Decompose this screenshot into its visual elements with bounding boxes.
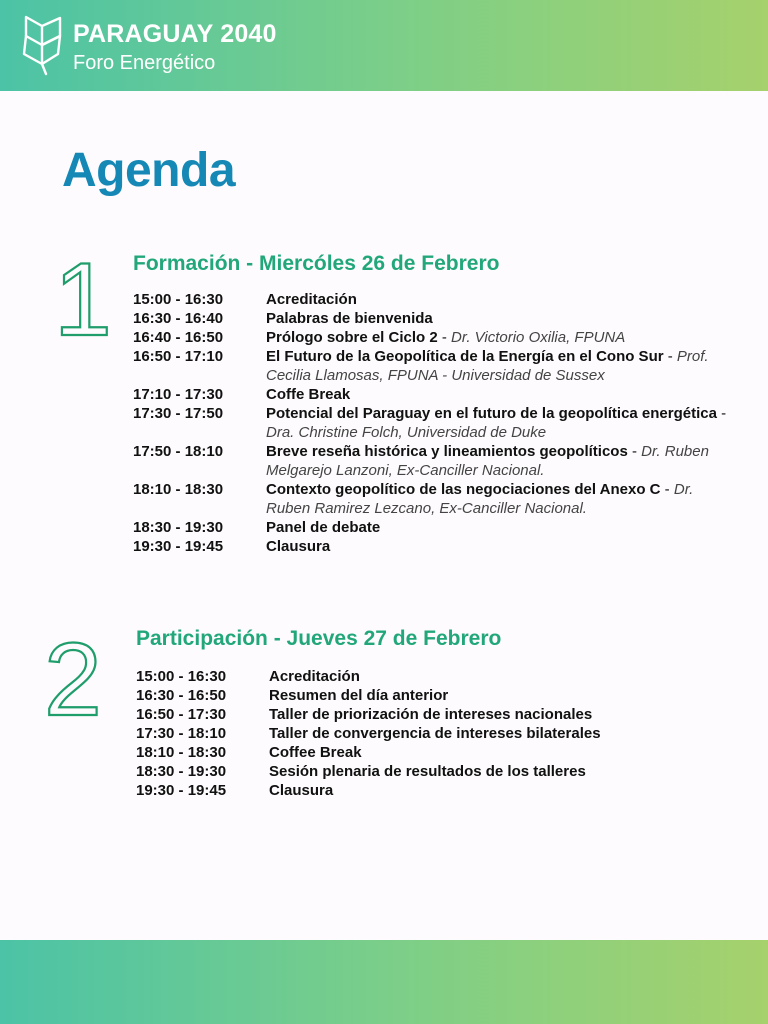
schedule-item-speaker: Dr. Ruben Melgarejo Lanzoni, Ex-Canciller Nacional. (266, 443, 709, 479)
schedule-row (136, 724, 739, 743)
section-1-number (54, 245, 134, 341)
schedule-item-speaker: Prof. Cecilia Llamosas, FPUNA - Universidad de Sussex (266, 348, 709, 384)
speaker-separator: - (716, 405, 727, 422)
schedule-time: 16:30 - 16:40 (133, 310, 224, 327)
schedule-item-title: Taller de convergencia de intereses bilaterales (269, 725, 601, 742)
schedule-row (133, 404, 736, 442)
schedule-row (136, 781, 739, 800)
schedule-item-title: Potencial del Paraguay en el futuro de la geopolítica energética (266, 405, 717, 422)
schedule-time: 18:30 - 19:30 (136, 763, 227, 780)
schedule-item-title: Coffee Break (269, 744, 362, 761)
speaker-separator: - (437, 329, 452, 346)
schedule-time: 15:00 - 16:30 (136, 668, 227, 685)
schedule-row (136, 667, 739, 686)
schedule-row (133, 385, 736, 404)
schedule-item (269, 743, 739, 762)
header-banner (0, 0, 768, 91)
schedule-row (133, 480, 736, 518)
schedule-item (269, 705, 739, 724)
svg-text:2: 2 (44, 625, 102, 721)
section-2-schedule (136, 667, 739, 800)
speaker-separator: - (663, 348, 677, 365)
schedule-time: 15:00 - 16:30 (133, 291, 224, 308)
schedule-time: 19:30 - 19:45 (133, 538, 224, 555)
schedule-item-title: El Futuro de la Geopolítica de la Energía en el Cono Sur (266, 348, 664, 365)
page-title: Agenda (62, 144, 236, 197)
schedule-item (266, 480, 736, 518)
brand-title: PARAGUAY 2040 (73, 20, 277, 48)
schedule-item (266, 537, 736, 556)
paraguay-2040-logo-icon (20, 14, 66, 76)
schedule-item-title: Panel de debate (266, 519, 381, 536)
schedule-item-title: Clausura (266, 538, 331, 555)
schedule-item (266, 442, 736, 480)
schedule-time: 18:30 - 19:30 (133, 519, 224, 536)
footer-banner (0, 940, 768, 1024)
schedule-row (136, 705, 739, 724)
section-1-heading: Formación - Miercóles 26 de Febrero (133, 252, 500, 275)
schedule-item-speaker: Dr. Ruben Ramirez Lezcano, Ex-Canciller Nacional. (266, 481, 694, 517)
schedule-item-title: Clausura (269, 782, 334, 799)
schedule-time: 17:30 - 18:10 (136, 725, 227, 742)
schedule-item-title: Acreditación (266, 291, 357, 308)
schedule-item (269, 762, 739, 781)
section-1-schedule (133, 290, 736, 556)
schedule-item-speaker: Dr. Victorio Oxilia, FPUNA (451, 329, 626, 346)
schedule-row (133, 442, 736, 480)
schedule-time: 16:30 - 16:50 (136, 687, 227, 704)
schedule-item (269, 686, 739, 705)
schedule-item (266, 518, 736, 537)
schedule-item-speaker: Dra. Christine Folch, Universidad de Duke (266, 424, 547, 441)
schedule-row (133, 328, 736, 347)
schedule-row (133, 518, 736, 537)
schedule-item-title: Taller de priorización de intereses nacionales (269, 706, 593, 723)
schedule-item-title: Contexto geopolítico de las negociaciones del Anexo C (266, 481, 661, 498)
schedule-row (133, 347, 736, 385)
schedule-item (266, 290, 736, 309)
schedule-time: 17:30 - 17:50 (133, 405, 224, 422)
schedule-item (266, 328, 736, 347)
schedule-row (136, 762, 739, 781)
speaker-separator: - (660, 481, 674, 498)
schedule-time: 19:30 - 19:45 (136, 782, 227, 799)
schedule-item-title: Sesión plenaria de resultados de los talleres (269, 763, 586, 780)
schedule-time: 16:50 - 17:30 (136, 706, 227, 723)
schedule-time: 17:50 - 18:10 (133, 443, 224, 460)
schedule-item-title: Palabras de bienvenida (266, 310, 433, 327)
speaker-separator: - (627, 443, 642, 460)
schedule-item-title: Acreditación (269, 668, 360, 685)
svg-text:1: 1 (54, 245, 112, 341)
schedule-item (269, 667, 739, 686)
schedule-row (133, 290, 736, 309)
schedule-time: 18:10 - 18:30 (133, 481, 224, 498)
schedule-time: 16:40 - 16:50 (133, 329, 224, 346)
schedule-item (266, 309, 736, 328)
section-2-heading: Participación - Jueves 27 de Febrero (136, 627, 502, 650)
schedule-row (136, 686, 739, 705)
schedule-item-title: Coffe Break (266, 386, 351, 403)
section-2-number (44, 625, 124, 721)
brand-subtitle: Foro Energético (73, 52, 216, 74)
schedule-item-title: Breve reseña histórica y lineamientos geopolíticos (266, 443, 628, 460)
schedule-time: 17:10 - 17:30 (133, 386, 224, 403)
schedule-time: 16:50 - 17:10 (133, 348, 224, 365)
schedule-time: 18:10 - 18:30 (136, 744, 227, 761)
schedule-item (269, 781, 739, 800)
schedule-item-title: Resumen del día anterior (269, 687, 449, 704)
schedule-item (266, 385, 736, 404)
schedule-item (269, 724, 739, 743)
schedule-row (133, 537, 736, 556)
schedule-item-title: Prólogo sobre el Ciclo 2 (266, 329, 438, 346)
schedule-item (266, 347, 736, 385)
schedule-row (133, 309, 736, 328)
schedule-item (266, 404, 736, 442)
schedule-row (136, 743, 739, 762)
